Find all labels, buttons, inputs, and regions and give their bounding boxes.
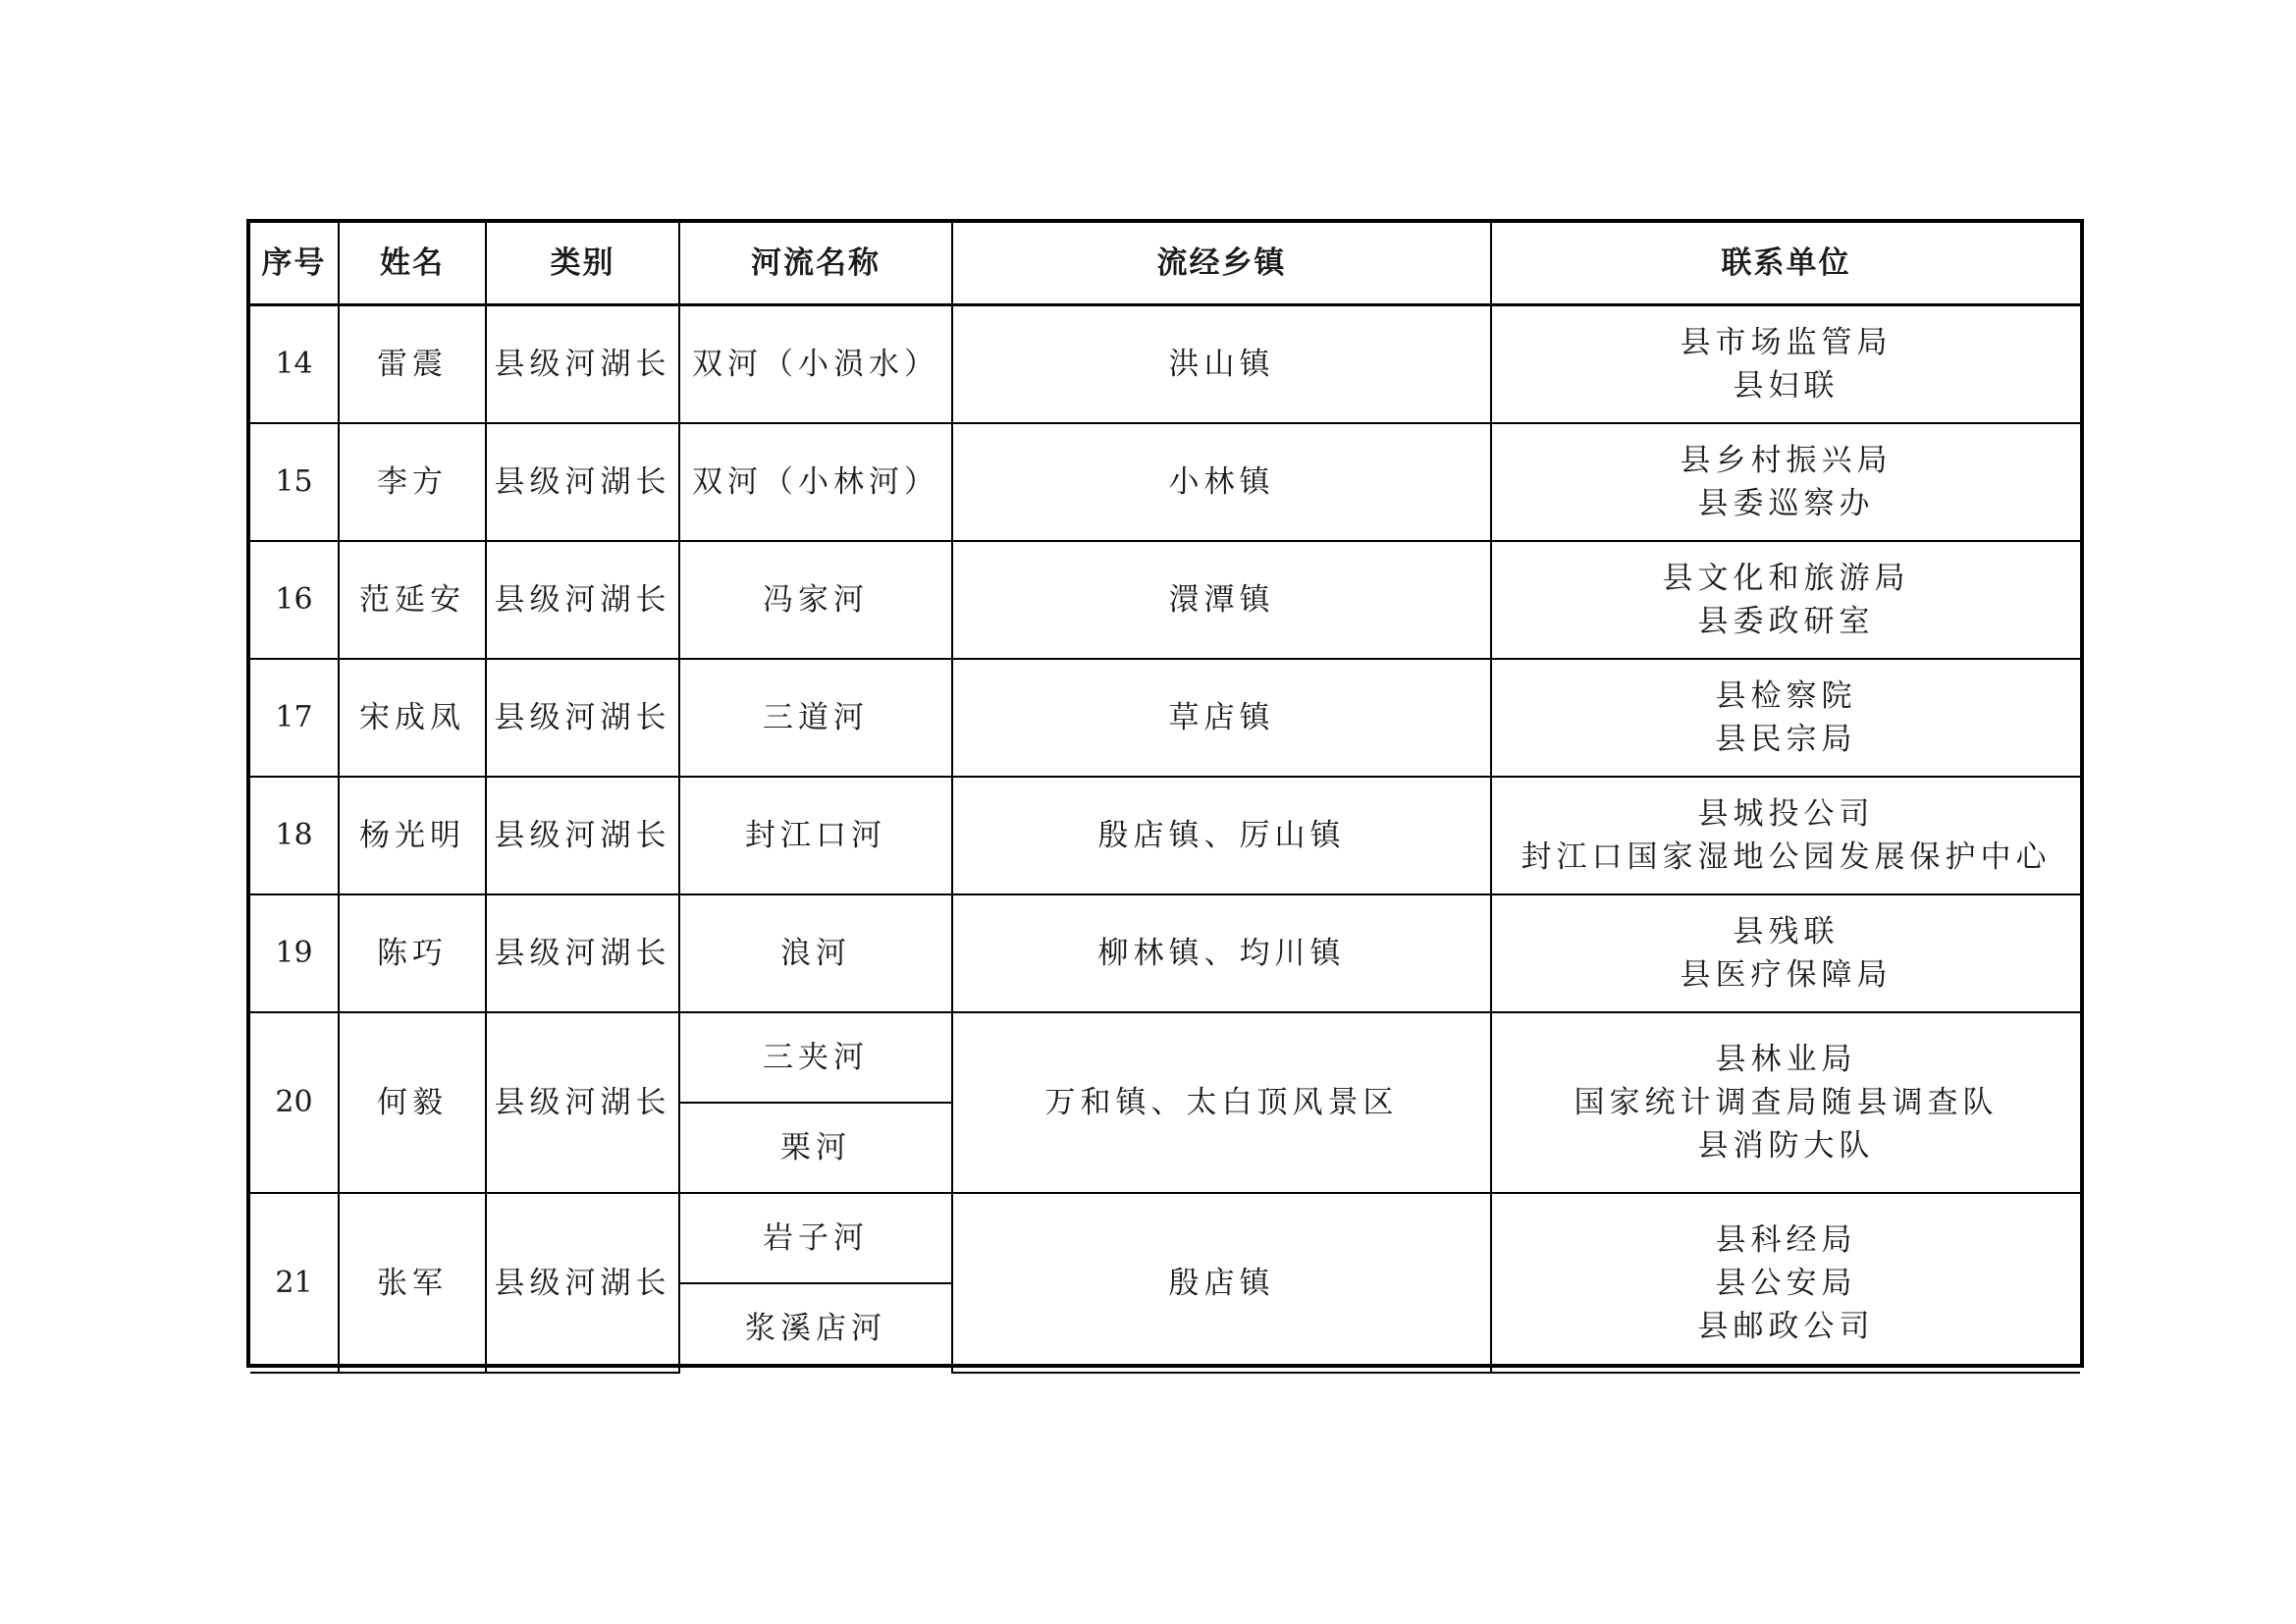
contact-unit: 县邮政公司 (1697, 1308, 1875, 1344)
river-chief-table (250, 223, 2080, 1374)
row-river: 双河（小林河） (679, 423, 952, 541)
table-row (250, 305, 2080, 424)
row-river: 栗河 (679, 1103, 952, 1193)
row-index: 14 (250, 305, 339, 424)
row-river: 浪河 (679, 894, 952, 1012)
table-row (250, 423, 2080, 541)
row-index: 21 (250, 1193, 339, 1373)
row-index: 19 (250, 894, 339, 1012)
row-contact-units (1491, 541, 2080, 659)
contact-unit: 县乡村振兴局 (1680, 443, 1893, 478)
river-chief-table-frame (246, 219, 2084, 1368)
table-row (250, 777, 2080, 894)
row-contact-units (1491, 659, 2080, 777)
header-contact-units: 联系单位 (1491, 223, 2080, 305)
row-contact-units (1491, 305, 2080, 424)
row-category: 县级河湖长 (486, 541, 679, 659)
row-name: 杨光明 (339, 777, 486, 894)
row-name: 李方 (339, 423, 486, 541)
row-towns: 洪山镇 (952, 305, 1491, 424)
contact-unit: 县公安局 (1715, 1265, 1857, 1301)
row-name: 雷震 (339, 305, 486, 424)
row-index: 17 (250, 659, 339, 777)
row-category: 县级河湖长 (486, 659, 679, 777)
row-name: 何毅 (339, 1012, 486, 1193)
row-index: 16 (250, 541, 339, 659)
contact-unit: 县医疗保障局 (1680, 957, 1893, 993)
row-contact-units (1491, 1012, 2080, 1193)
header-category: 类别 (486, 223, 679, 305)
row-river: 双河（小涢水） (679, 305, 952, 424)
header-name: 姓名 (339, 223, 486, 305)
table-row (250, 1012, 2080, 1103)
contact-unit: 国家统计调查局随县调查队 (1574, 1085, 1999, 1120)
contact-unit: 县委政研室 (1697, 604, 1875, 639)
row-towns: 柳林镇、均川镇 (952, 894, 1491, 1012)
table-header-row (250, 223, 2080, 305)
row-contact-units (1491, 423, 2080, 541)
row-towns: 草店镇 (952, 659, 1491, 777)
row-river: 三夹河 (679, 1012, 952, 1103)
row-contact-units (1491, 1193, 2080, 1373)
row-category: 县级河湖长 (486, 423, 679, 541)
header-towns: 流经乡镇 (952, 223, 1491, 305)
contact-unit: 县消防大队 (1697, 1128, 1875, 1164)
header-river-name: 河流名称 (679, 223, 952, 305)
header-index: 序号 (250, 223, 339, 305)
row-river: 岩子河 (679, 1193, 952, 1283)
row-towns: 澴潭镇 (952, 541, 1491, 659)
row-towns: 小林镇 (952, 423, 1491, 541)
contact-unit: 县检察院 (1715, 678, 1857, 714)
contact-unit: 县市场监管局 (1680, 325, 1893, 360)
row-river: 封江口河 (679, 777, 952, 894)
contact-unit: 县文化和旅游局 (1662, 561, 1910, 596)
row-category: 县级河湖长 (486, 1193, 679, 1373)
row-category: 县级河湖长 (486, 777, 679, 894)
row-towns: 殷店镇 (952, 1193, 1491, 1373)
row-contact-units (1491, 894, 2080, 1012)
table-row (250, 894, 2080, 1012)
contact-unit: 县林业局 (1715, 1042, 1857, 1077)
contact-unit: 封江口国家湿地公园发展保护中心 (1521, 839, 2052, 875)
row-contact-units (1491, 777, 2080, 894)
row-river: 三道河 (679, 659, 952, 777)
row-index: 18 (250, 777, 339, 894)
row-category: 县级河湖长 (486, 1012, 679, 1193)
table-row (250, 659, 2080, 777)
contact-unit: 县妇联 (1733, 368, 1840, 404)
row-towns: 万和镇、太白顶风景区 (952, 1012, 1491, 1193)
row-name: 宋成凤 (339, 659, 486, 777)
row-name: 张军 (339, 1193, 486, 1373)
row-towns: 殷店镇、厉山镇 (952, 777, 1491, 894)
contact-unit: 县委巡察办 (1697, 486, 1875, 521)
contact-unit: 县城投公司 (1697, 796, 1875, 832)
table-row (250, 1193, 2080, 1283)
row-category: 县级河湖长 (486, 305, 679, 424)
contact-unit: 县民宗局 (1715, 722, 1857, 757)
row-river: 冯家河 (679, 541, 952, 659)
row-category: 县级河湖长 (486, 894, 679, 1012)
contact-unit: 县残联 (1733, 914, 1840, 949)
row-index: 15 (250, 423, 339, 541)
contact-unit: 县科经局 (1715, 1221, 1857, 1258)
table-row (250, 541, 2080, 659)
row-name: 陈巧 (339, 894, 486, 1012)
row-river: 浆溪店河 (679, 1283, 952, 1373)
row-index: 20 (250, 1012, 339, 1193)
row-name: 范延安 (339, 541, 486, 659)
